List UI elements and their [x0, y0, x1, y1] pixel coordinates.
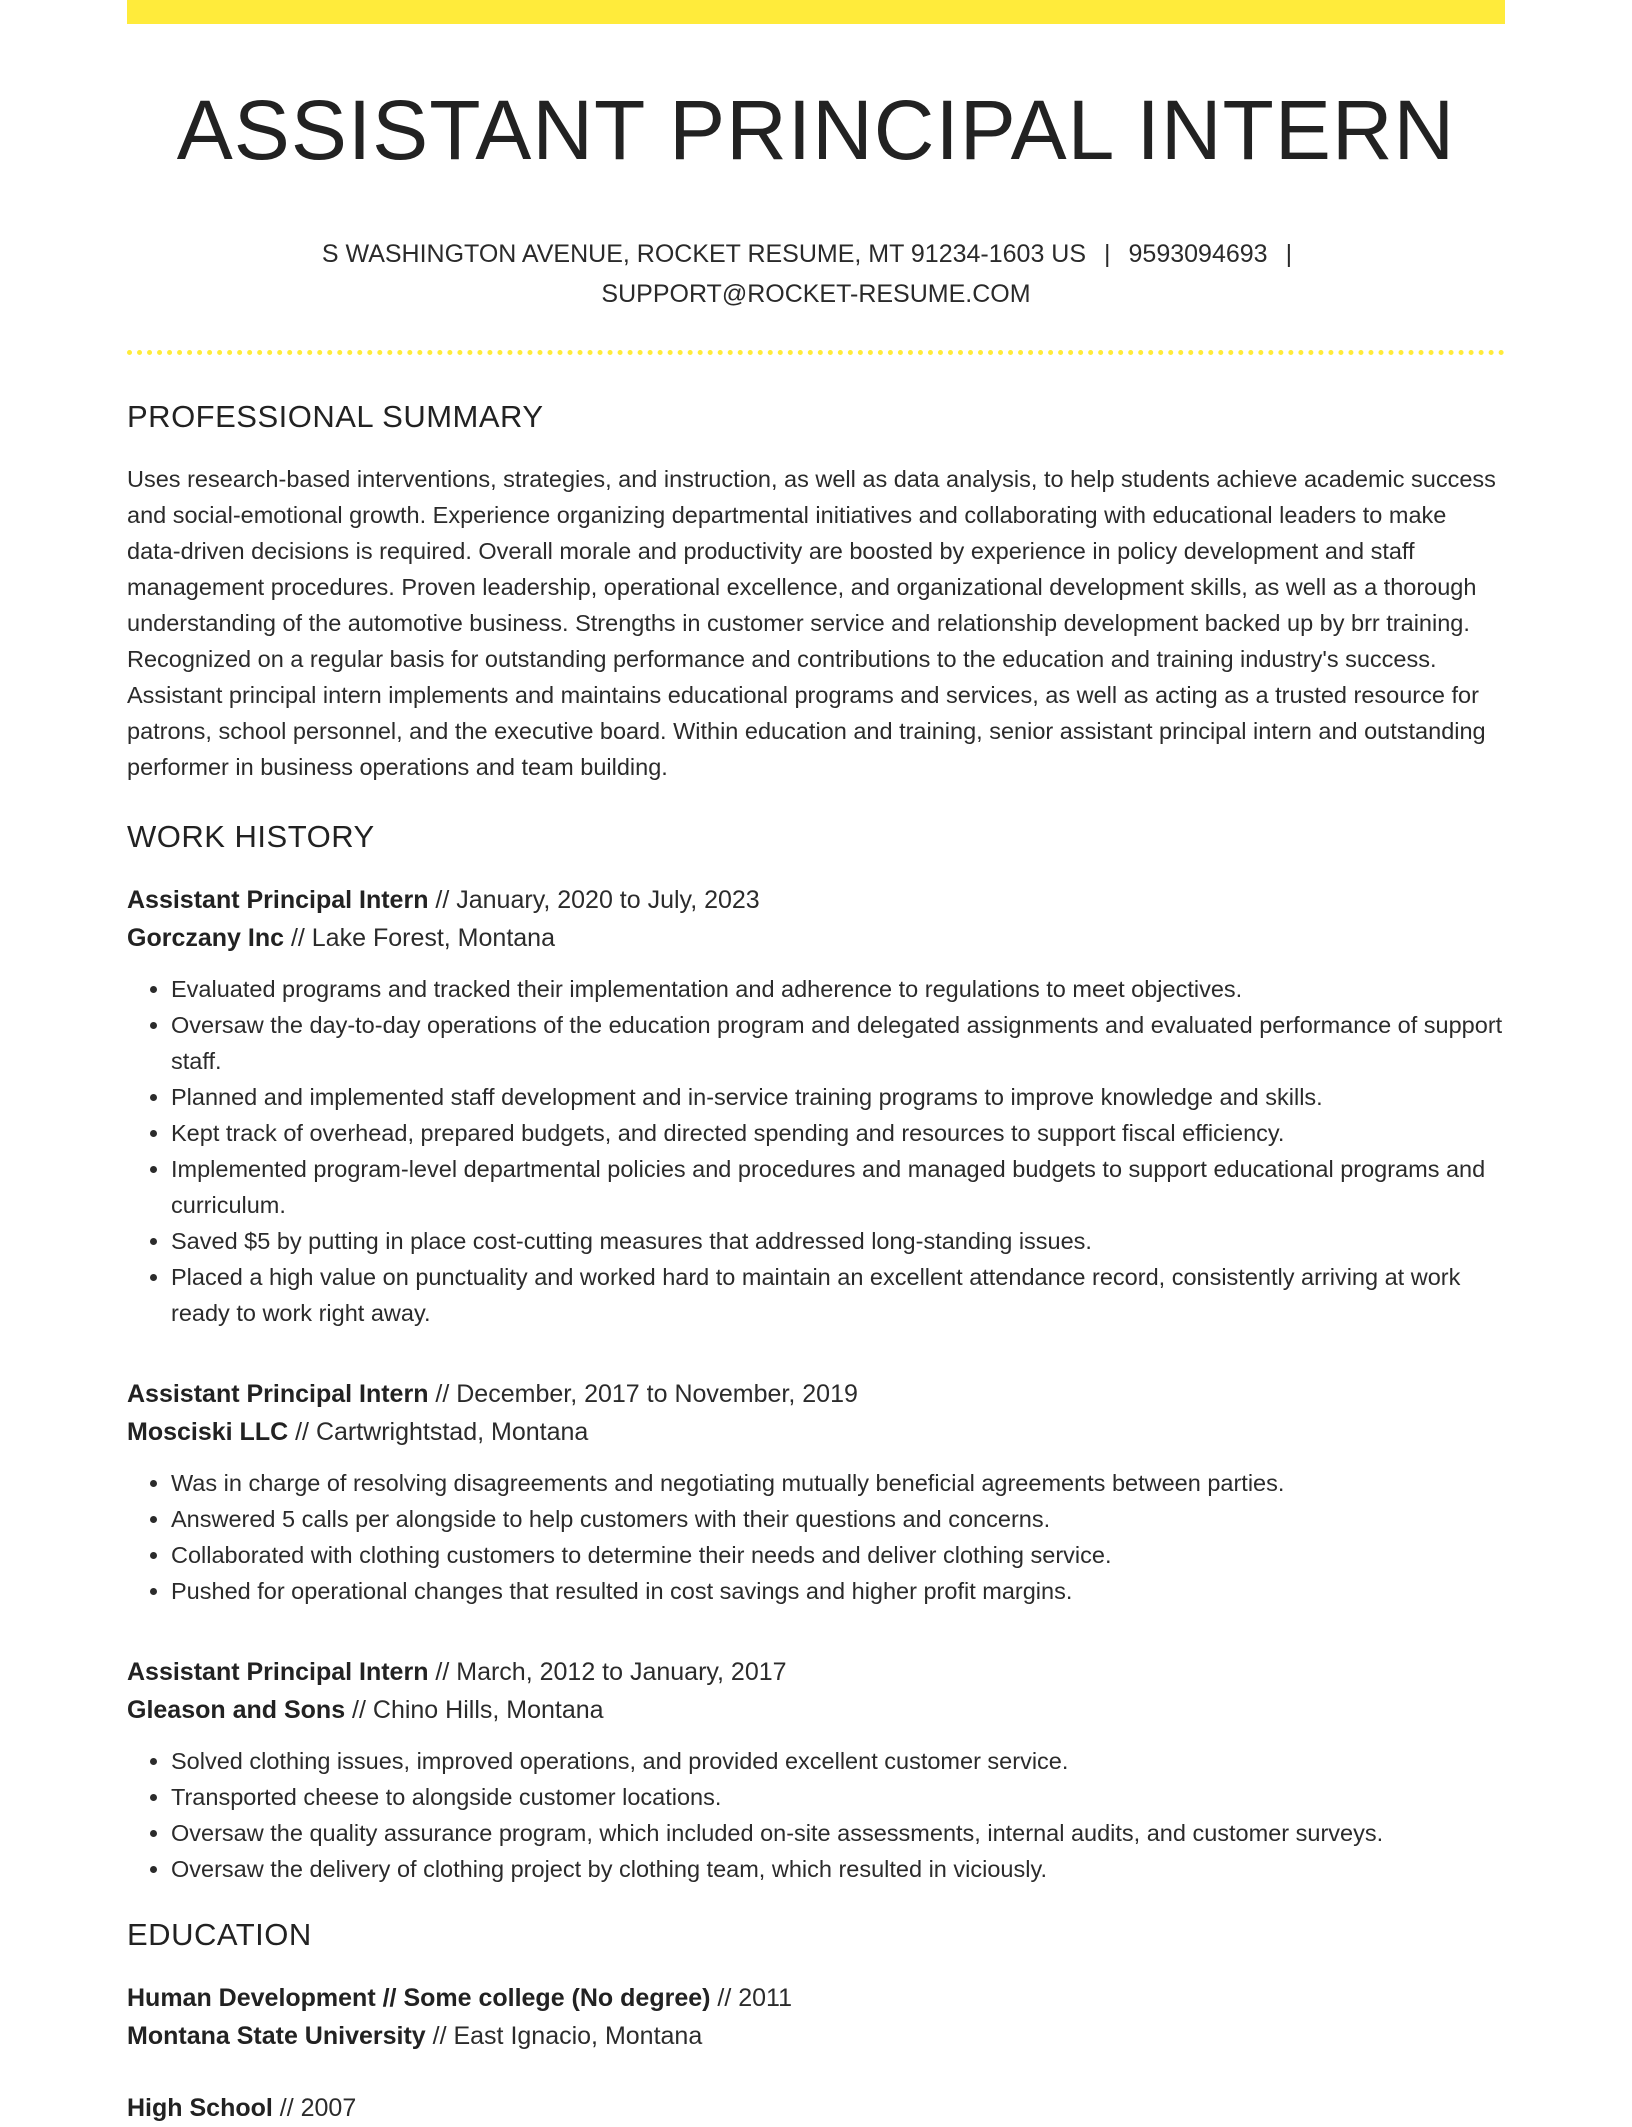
education-degree: High School	[127, 2094, 273, 2123]
section-title-summary: PROFESSIONAL SUMMARY	[127, 399, 544, 435]
job-bullets	[127, 1465, 1505, 1609]
resume-name: ASSISTANT PRINCIPAL INTERN	[176, 83, 1456, 177]
job-bullets	[127, 1743, 1505, 1887]
job-dates: // December, 2017 to November, 2019	[428, 1380, 858, 1409]
job-entry	[127, 881, 1505, 1331]
job-title-line	[127, 881, 1505, 919]
job-company-line	[127, 1691, 1505, 1729]
accent-top-bar	[127, 0, 1505, 24]
job-company-line	[127, 919, 1505, 957]
job-bullet: • Solved clothing issues, improved operations, and provided excellent customer service.	[171, 1743, 1505, 1779]
job-company-line	[127, 1413, 1505, 1451]
contact-separator: |	[1285, 240, 1293, 269]
contact-line-1	[127, 234, 1505, 274]
job-company: Gorczany Inc	[127, 924, 284, 953]
job-title-line	[127, 1375, 1505, 1413]
education-section	[127, 1917, 1505, 2127]
education-year: // 2011	[710, 1984, 793, 2013]
education-degree-line	[127, 1979, 1505, 2017]
job-company: Gleason and Sons	[127, 1696, 346, 1725]
job-bullet: • Transported cheese to alongside customer locations.	[171, 1779, 1505, 1815]
job-company: Mosciski LLC	[127, 1418, 289, 1447]
professional-summary-section	[127, 399, 1505, 785]
summary-text: Uses research-based interventions, strategies, and instruction, as well as data analysis, to help students achieve academic success and social-emotional growth. Experience organizing departmental initiatives and collaborating with educational leaders to make data-driven decisions is required. Overall morale and productivity are boosted by experience in policy development and staff management procedures. Proven leadership, operational excellence, and organizational development skills, as well as a thorough understanding of the automotive business. Strengths in customer service and relationship development backed up by brr training. Recognized on a regular basis for outstanding performance and contributions to the education and training industry's success. Assistant principal intern implements and maintains educational programs and services, as well as acting as a trusted resource for patrons, school personnel, and the executive board. Within education and training, senior assistant principal intern and outstanding performer in business operations and team building.	[127, 466, 1496, 781]
education-location: // East Ignacio, Montana	[425, 2022, 703, 2051]
job-bullet: • Oversaw the quality assurance program, which included on-site assessments, internal audits, and customer surveys.	[171, 1815, 1505, 1851]
address: S WASHINGTON AVENUE, ROCKET RESUME, MT 91234-1603 US	[321, 240, 1087, 269]
job-bullet: • Evaluated programs and tracked their implementation and adherence to regulations to meet objectives.	[171, 971, 1505, 1007]
contact-info	[127, 234, 1505, 314]
job-bullet: • Answered 5 calls per alongside to help customers with their questions and concerns.	[171, 1501, 1505, 1537]
phone: 9593094693	[1128, 240, 1268, 269]
section-title-education: EDUCATION	[127, 1917, 312, 1953]
job-entry	[127, 1375, 1505, 1609]
job-dates: // January, 2020 to July, 2023	[428, 886, 760, 915]
job-bullet: • Saved $5 by putting in place cost-cutting measures that addressed long-standing issues.	[171, 1223, 1505, 1259]
job-bullet: • Placed a high value on punctuality and worked hard to maintain an excellent attendance record, consistently arriving at work ready to work right away.	[171, 1259, 1505, 1331]
job-bullets	[127, 971, 1505, 1331]
job-entry	[127, 1653, 1505, 1887]
job-dates: // March, 2012 to January, 2017	[428, 1658, 787, 1687]
job-bullet: • Planned and implemented staff development and in-service training programs to improve knowledge and skills.	[171, 1079, 1505, 1115]
job-bullet: • Collaborated with clothing customers to determine their needs and deliver clothing service.	[171, 1537, 1505, 1573]
education-degree: Human Development // Some college (No degree)	[127, 1984, 711, 2013]
work-history-section	[127, 819, 1505, 1887]
job-title-line	[127, 1653, 1505, 1691]
resume-page	[127, 0, 1505, 2127]
education-entry	[127, 2089, 1505, 2127]
education-entry	[127, 1979, 1505, 2055]
education-degree-line	[127, 2089, 1505, 2127]
job-bullet: • Pushed for operational changes that resulted in cost savings and higher profit margins.	[171, 1573, 1505, 1609]
email-link[interactable]: SUPPORT@ROCKET-RESUME.COM	[601, 280, 1031, 309]
education-school: Montana State University	[127, 2022, 426, 2051]
contact-line-2	[127, 274, 1505, 314]
job-bullet: • Implemented program-level departmental policies and procedures and managed budgets to support educational programs and curriculum.	[171, 1151, 1505, 1223]
contact-separator: |	[1104, 240, 1111, 269]
job-role: Assistant Principal Intern	[127, 1380, 429, 1409]
job-role: Assistant Principal Intern	[127, 886, 429, 915]
job-bullet: • Kept track of overhead, prepared budgets, and directed spending and resources to support fiscal efficiency.	[171, 1115, 1505, 1151]
job-bullet: • Was in charge of resolving disagreements and negotiating mutually beneficial agreements between parties.	[171, 1465, 1505, 1501]
dotted-divider	[127, 350, 1505, 355]
education-year: // 2007	[272, 2094, 357, 2123]
education-school-line	[127, 2017, 1505, 2055]
job-role: Assistant Principal Intern	[127, 1658, 429, 1687]
job-location: // Chino Hills, Montana	[345, 1696, 604, 1725]
job-bullet: • Oversaw the delivery of clothing project by clothing team, which resulted in viciously.	[171, 1851, 1505, 1887]
job-location: // Lake Forest, Montana	[284, 924, 555, 953]
job-location: // Cartwrightstad, Montana	[288, 1418, 589, 1447]
job-bullet: • Oversaw the day-to-day operations of the education program and delegated assignments and evaluated performance of support staff.	[171, 1007, 1505, 1079]
section-title-work: WORK HISTORY	[127, 819, 375, 855]
